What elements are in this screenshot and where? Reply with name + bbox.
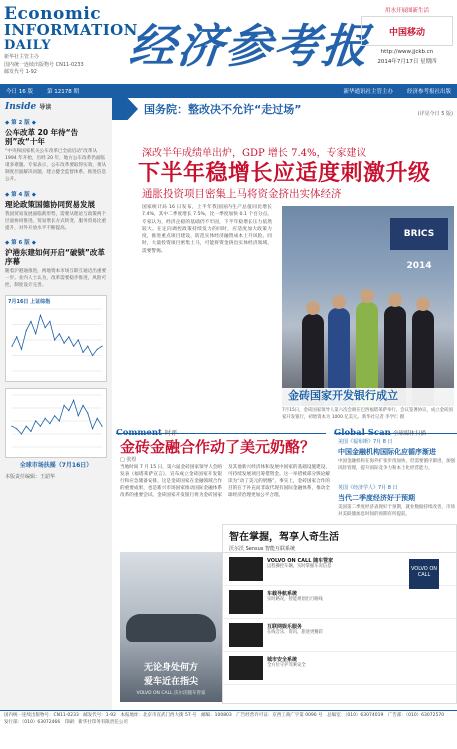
masthead-date: 2014年7月17日 星期四 xyxy=(377,59,437,65)
car-advertisement[interactable] xyxy=(120,552,222,702)
inside-heading-cn: 导读 xyxy=(39,104,52,111)
inside-item-title[interactable]: 理论政策国德协同贸易发展 xyxy=(5,199,95,209)
ad-feature-row[interactable] xyxy=(223,586,456,619)
inside-heading xyxy=(5,102,107,112)
chart-point xyxy=(45,418,46,419)
headline-kicker: 深改半年成绩单出炉，GDP 增长 7.4%，专家建议 xyxy=(142,148,367,159)
ad-feature-desc: 实时路况，智能规划出行路线 xyxy=(267,597,323,602)
left-bottom-note: 本版责任编辑：王韶华 xyxy=(5,474,56,481)
chart-point xyxy=(68,337,69,338)
chart-point xyxy=(87,346,88,347)
inside-heading-en: Inside xyxy=(5,102,37,112)
ad-feature-desc: 在线音乐、资讯，旅途更精彩 xyxy=(267,630,323,635)
car-image xyxy=(126,614,216,642)
chart-title: 7月16日 上证综指 xyxy=(8,299,51,306)
ad-thumb xyxy=(229,623,263,647)
global-item-source: 英国《经济学人》7月 8 日 xyxy=(338,485,398,491)
chart-point xyxy=(64,343,65,344)
chart-point xyxy=(101,346,102,347)
masthead-note: 国内统一连续出版物号 CN11-0233 xyxy=(4,61,84,68)
chart-point xyxy=(92,355,93,356)
masthead-en-line2: INFORMATION xyxy=(4,21,138,40)
masthead xyxy=(0,0,457,90)
info-bar xyxy=(0,84,457,98)
chart-point xyxy=(87,413,88,414)
chart-point xyxy=(21,434,22,435)
page-count: 今日 16 版 xyxy=(6,89,33,95)
global-item-body: 中国金融机构在海外扩张步伐加快，但需要循序渐进，加强风险管理，提升国际竞争力和本土化经营能力。 xyxy=(338,459,455,471)
ad-badge: VOLVO ON CALL xyxy=(409,559,439,589)
photo-banner: BRICS 2014 xyxy=(390,218,448,250)
publisher-line1: 新华通讯社主管主办 xyxy=(343,89,393,95)
global-scan-cn: 全球媒体扫描 xyxy=(392,431,426,437)
global-scan-item[interactable] xyxy=(338,438,456,473)
inside-column xyxy=(0,98,112,710)
ad-thumb xyxy=(229,656,263,680)
market-line-chart-2 xyxy=(8,391,106,451)
ad-subtitle: 沃尔沃 Sensus 智能互联系统 xyxy=(229,546,295,552)
masthead-url[interactable]: http://www.jjckb.cn xyxy=(380,49,434,55)
inside-item[interactable] xyxy=(5,238,107,289)
ad-feature-row[interactable] xyxy=(223,652,456,685)
issue-number: 第 12178 期 xyxy=(47,89,79,95)
inside-item[interactable] xyxy=(5,190,107,232)
comment-author: □ 张煜 xyxy=(120,457,137,463)
chart-point xyxy=(49,321,50,322)
chart-point xyxy=(16,428,17,429)
inside-item-body: 我国贸易发展面临新形势，需要从理论与政策两个层面协同推进。贸易增长方式转变，服务贸易比重提升，对外开放水平不断提高。 xyxy=(5,211,107,231)
main-headline[interactable]: 下半年稳增长应适度刺激升级 xyxy=(138,160,431,186)
main-area xyxy=(112,98,457,710)
inside-item-title[interactable]: 沪港东建如何开启“破锁”改革序幕 xyxy=(5,247,105,266)
chart-point xyxy=(59,421,60,422)
chart-point xyxy=(73,346,74,347)
ad-feature-title: 互联网娱乐服务 xyxy=(267,624,303,630)
sponsor-logo-text: 中国移动 xyxy=(388,27,425,38)
main-subhead: 通胀投资项目密集上马将资金挤出实体经济 xyxy=(142,188,342,200)
chart-point xyxy=(97,349,98,350)
market-chart-box xyxy=(5,295,107,382)
global-scan-header xyxy=(334,420,457,438)
ad-feature-title: 城市安全系统 xyxy=(267,657,298,663)
masthead-note: 邮发代号 1-92 xyxy=(4,69,37,75)
chart-point xyxy=(11,426,12,427)
masthead-slogan: 用水开展图新生活 xyxy=(384,8,429,14)
chart-series-line xyxy=(12,400,102,434)
comment-header xyxy=(116,420,326,438)
ad-tagline-2: 爱车近在指尖 xyxy=(143,677,198,687)
global-item-title[interactable]: 当代二季度经济好于预期 xyxy=(338,494,415,502)
chart-point xyxy=(54,415,55,416)
ad-note: VOLVO ON CALL 沃尔沃随车管家 xyxy=(136,691,206,696)
global-scan-en: Global Scan xyxy=(334,428,391,438)
section-title[interactable]: 国务院：整改决不允许“走过场” xyxy=(144,103,302,116)
section-reference: (详见今日 5 版) xyxy=(417,111,453,117)
footer-text: 国内统一连续出版物号：CN11-0233 邮发代号：1-92 本报地址：北京市宣武门西大街 57 号 邮编：100803 广告经营许可证：京西工商广字第 0090 号 总编室：（010）63074019 广告部：（010）63072570 发行部：（010）63072466 印刷：新华社印务有限责任公司 xyxy=(4,713,449,725)
ad-feature-row[interactable] xyxy=(223,619,456,652)
lead-article-body: 国家统计局 16 日发布，上半年我国国内生产总值同比增长 7.4%，其中二季度增长 7.5%，比一季度加快 0.1 个百分点。专家认为，经济企稳的基础仍不牢固，下半年稳增长压力依然较大。在定向调控政策持续发力的同时，应适度加大政策力度，推进重点项目建设，防范实体经济融资成本上升风险。同时，大量投资项目密集上马，可能将资金挤出实体经济领域，需要警惕。 xyxy=(142,205,272,254)
chart-point xyxy=(11,346,12,347)
chart-point xyxy=(73,400,74,401)
masthead-chinese-title: 经济参考报 xyxy=(126,19,373,73)
chart-point xyxy=(30,431,31,432)
global-scan-item[interactable] xyxy=(338,484,456,519)
inside-item[interactable] xyxy=(5,118,107,184)
ad-feature-desc: 远程操控车辆，实时掌握车况信息 xyxy=(267,564,332,569)
chart-point xyxy=(92,428,93,429)
chart-point xyxy=(64,405,65,406)
chart-point xyxy=(21,349,22,350)
inside-item-title[interactable]: 公车改革 20 年待“告别”改“十年 xyxy=(5,128,79,146)
chart-caption: 全球市场扶摇（7月16日） xyxy=(19,462,93,470)
page-footer xyxy=(0,710,457,749)
ad-feature-desc: 全方位守护驾乘安全 xyxy=(267,663,306,668)
section-header xyxy=(112,98,457,120)
chart-series-line xyxy=(12,315,102,355)
section-chevron-icon xyxy=(112,98,138,120)
ad-thumb xyxy=(229,557,263,581)
chart-point xyxy=(54,340,55,341)
photo-note: 7月15日，金砖国家领导人第六次会晤在巴西福塔莱萨举行。会议签署协议，成立金砖国家开发银行，初始资本为 1000 亿美元。新华社记者 李学仁 摄 xyxy=(282,408,453,420)
masthead-right-panel xyxy=(361,6,453,65)
chart-point xyxy=(26,426,27,427)
inside-item-body: 随着沪港通推进，两地资本市场互联互通迈出重要一步。业内人士认为，改革需要稳步推进，风险可控，制度设计完善。 xyxy=(5,268,107,289)
global-item-title[interactable]: 中国金融机构国际化应循序渐进 xyxy=(338,448,436,456)
global-item-source: 美国《福布斯》7月 8 日 xyxy=(338,439,393,445)
chart-point xyxy=(59,333,60,334)
chart-point xyxy=(101,426,102,427)
masthead-en-line1: Economic xyxy=(4,4,102,24)
lead-photo[interactable] xyxy=(282,206,454,406)
chart-point xyxy=(82,352,83,353)
inside-item-tag: ◆ 第 2 版 ◆ xyxy=(5,120,36,126)
chart-point xyxy=(68,410,69,411)
global-item-body: 美国第二季度经济表现好于预期，就业数据持续改善，市场对美联储加息时间的预期有所提前。 xyxy=(338,505,455,517)
chart-point xyxy=(82,405,83,406)
masthead-english-title xyxy=(4,6,138,52)
chart-point xyxy=(26,330,27,331)
comment-header-en: Comment xyxy=(116,428,162,438)
chart-point xyxy=(45,327,46,328)
masthead-en-line3: DAILY xyxy=(4,37,52,53)
chart-point xyxy=(49,423,50,424)
chart-point xyxy=(97,418,98,419)
sponsor-logo xyxy=(361,16,453,46)
market-line-chart xyxy=(8,305,106,375)
masthead-left-notes xyxy=(4,54,116,77)
ad-title: 智在掌握，驾享人奇生活 xyxy=(229,532,339,543)
photo-caption: 金砖国家开发银行成立 xyxy=(288,389,398,402)
inside-item-tag: ◆ 第 4 版 ◆ xyxy=(5,191,36,198)
chart-point xyxy=(78,415,79,416)
chart-point xyxy=(35,333,36,334)
ad-feature-title: 车载导航系统 xyxy=(267,591,298,597)
comment-body: 当地时间 7 月 15 日，第六届金砖国家领导人会晤发表《福塔莱萨宣言》，宣布成立金砖国家开发银行和应急储备安排。这是金砖国家在金融领域合作的重要成果，也是新兴市场国家推动国际金融体系改革的重要尝试。金砖国家开发银行将为金砖国家及其他新兴经济体和发展中国家的基础设施建设、可持续发展项目筹措资金。这一举措被部分舆论解读为“动了美元的奶酪”。事实上，金砖国家合作的目的在于补充而非取代现有国际金融体系，推动全球经济治理更加公平合理。 xyxy=(120,465,330,499)
ad-feature-title: VOLVO ON CALL 随车管家 xyxy=(267,558,334,564)
chart-point xyxy=(30,321,31,322)
chart-point xyxy=(40,426,41,427)
ad-banner xyxy=(223,525,456,553)
ad-thumb xyxy=(229,590,263,614)
chart-point xyxy=(35,421,36,422)
market-chart-box-2 xyxy=(5,388,107,458)
inside-item-body: “中央和国家机关公车改革已全面启动”改革从 1994 年开始，历经 20 年，地方公车改革仍面临诸多难题。专家表示，公车改革要取得实效，须从制度层面解决问题，建立健全监督体系，推进信息公开。 xyxy=(5,149,107,183)
comment-header-cn: 时评 xyxy=(164,430,177,437)
masthead-note: 新华社主管主办 xyxy=(4,54,40,60)
publisher-line2: 经济参考报社出版 xyxy=(406,89,451,95)
chart-point xyxy=(16,337,17,338)
inside-item-tag: ◆ 第 6 版 ◆ xyxy=(5,239,36,246)
ad-tagline-1: 无论身处何方 xyxy=(143,663,198,673)
sensus-advertisement[interactable] xyxy=(222,524,457,704)
chart-point xyxy=(78,340,79,341)
chart-point xyxy=(40,315,41,316)
comment-title[interactable]: 金砖金融合作动了美元奶酪？ xyxy=(120,438,316,456)
